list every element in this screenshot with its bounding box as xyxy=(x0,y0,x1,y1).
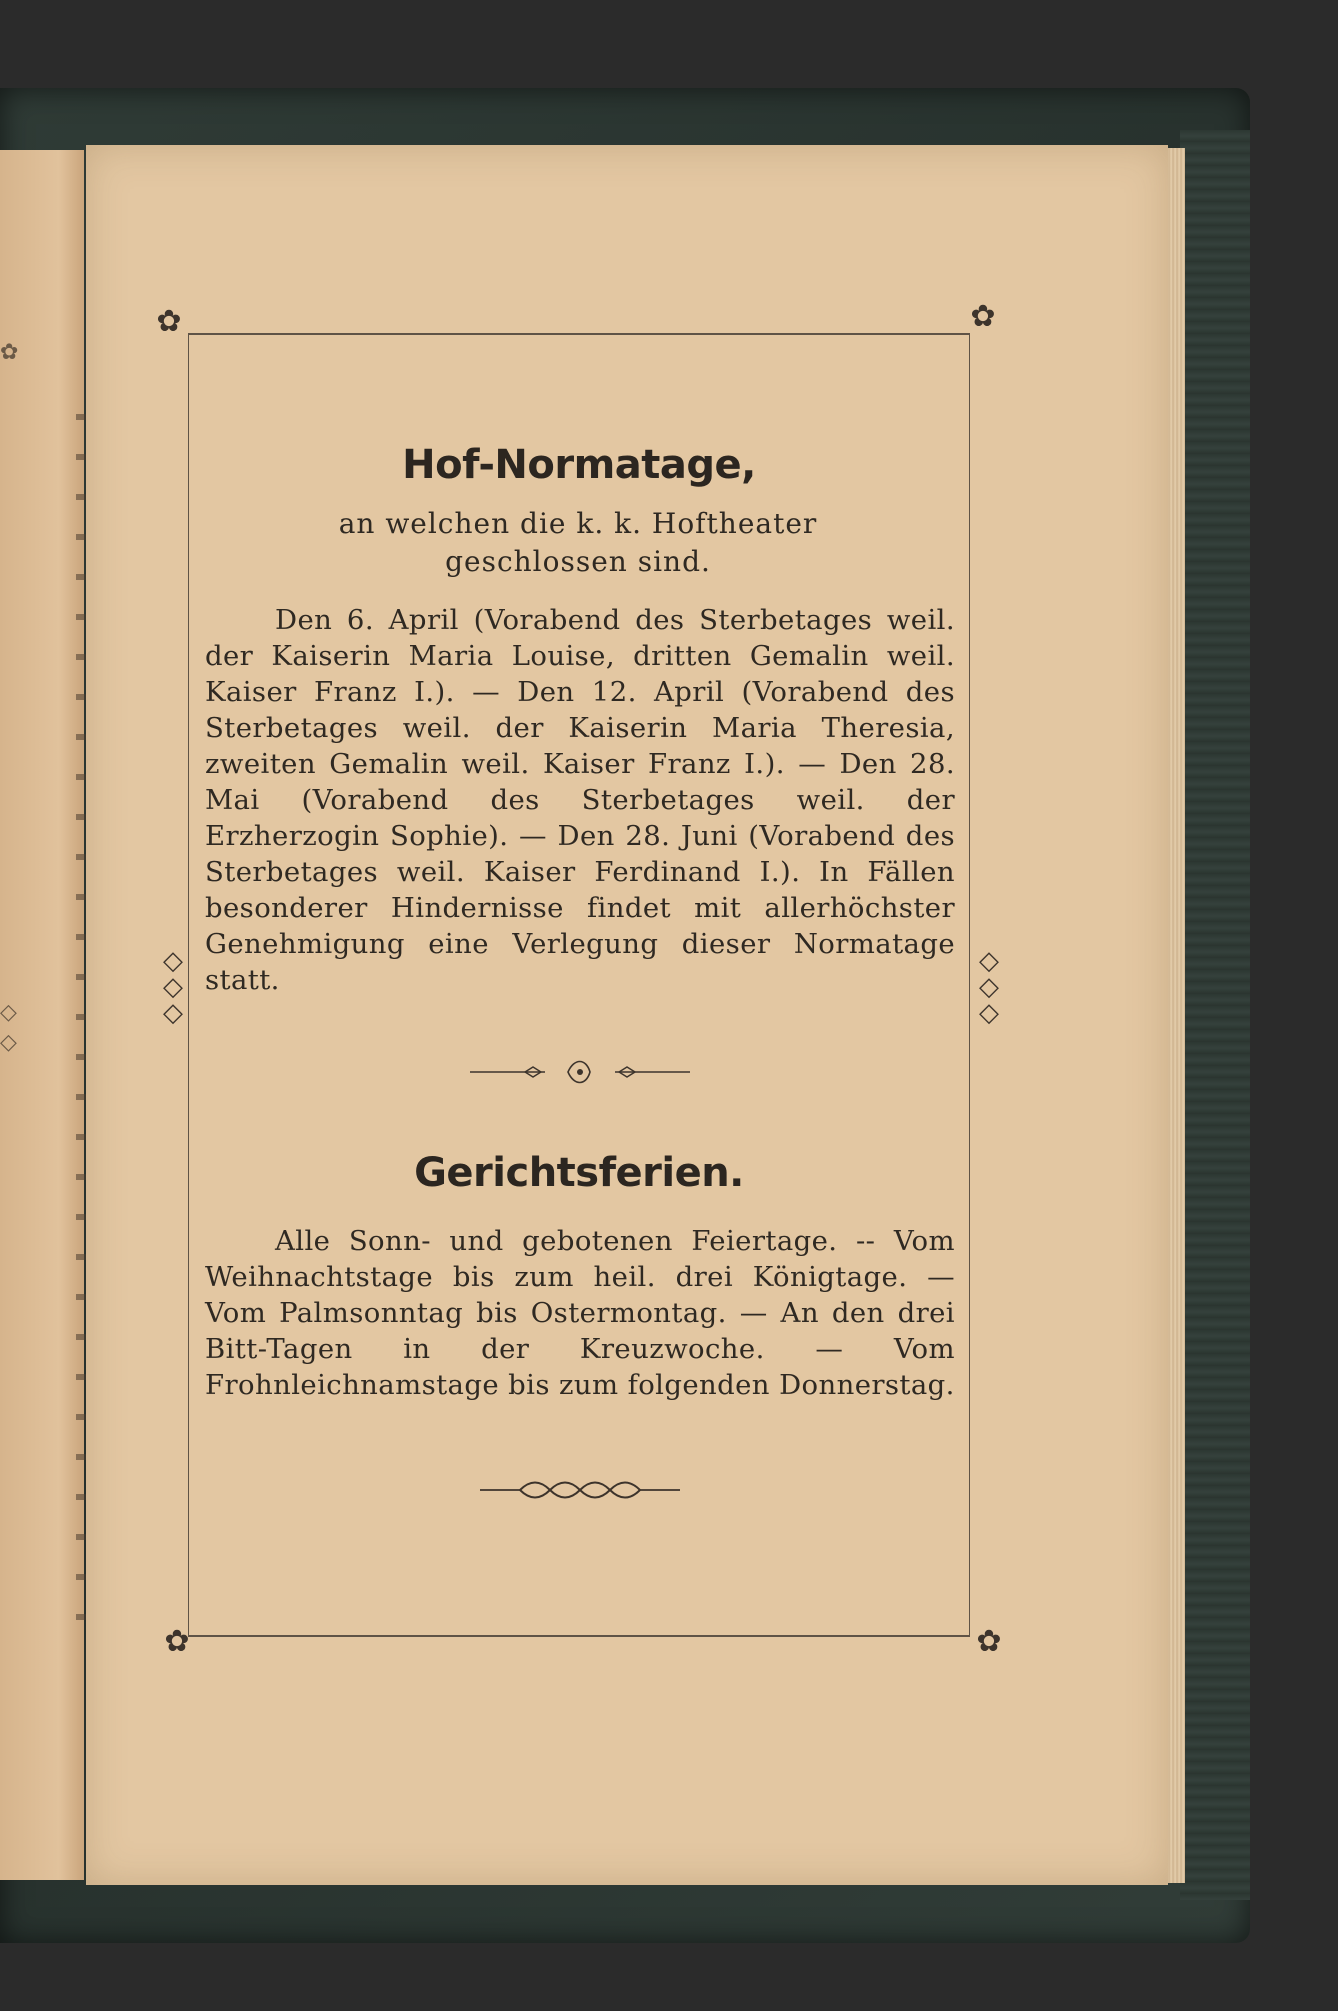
section-body: Alle Sonn- und gebotenen Feiertage. -- Vom Weihnachtstage bis zum heil. drei Königtage. — Vom Palmsonntag bis Ostermontag. — An den drei Bitt-Tagen in der Kreuzwoche. — Vom Frohnleichnamstage bis zum folgenden Donnerstag. xyxy=(205,1225,955,1401)
facing-page-edge xyxy=(0,150,84,1880)
diamond-chain-icon: ◇ xyxy=(0,1000,17,1025)
binding-stitches xyxy=(76,380,86,1630)
diamond-chain-icon: ◇ ◇ ◇ xyxy=(979,946,999,1028)
section-title: Gerichtsferien. xyxy=(414,1150,744,1196)
section-subtitle: an welchen die k. k. Hoftheater geschlossen sind. xyxy=(338,507,818,578)
diamond-chain-icon: ◇ ◇ ◇ xyxy=(163,946,183,1028)
scroll-tailpiece-icon xyxy=(480,1475,680,1505)
rosette-icon: ✿ xyxy=(156,304,182,339)
border-rule-top xyxy=(188,333,970,335)
diamond-chain-icon: ◇ xyxy=(0,1030,17,1055)
cover-edge xyxy=(1180,130,1250,1900)
section-title: Hof-Normatage, xyxy=(402,442,756,488)
section-body: Den 6. April (Vorabend des Sterbetages weil. der Kaiserin Maria Louise, dritten Gemalin weil. Kaiser Franz I.). — Den 12. April (Vorabend des Sterbetages weil. der Kaiserin Maria Theresia, zweiten Gemalin weil. Kaiser Franz I.). — Den 28. Mai (Vorabend des Sterbetages weil. der Erzherzogin Sophie). — Den 28. Juni (Vorabend des Sterbetages weil. Kaiser Ferdinand I.). In Fällen besonderer Hindernisse findet mit allerhöchster Genehmigung eine Verlegung dieser Normatage statt. xyxy=(205,604,955,996)
rosette-icon: ✿ xyxy=(0,340,19,365)
rosette-icon: ✿ xyxy=(970,299,996,334)
rosette-icon: ✿ xyxy=(164,1624,190,1659)
fleuron-divider-icon xyxy=(470,1057,690,1087)
border-rule-bottom xyxy=(188,1635,970,1637)
rosette-icon: ✿ xyxy=(976,1624,1002,1659)
